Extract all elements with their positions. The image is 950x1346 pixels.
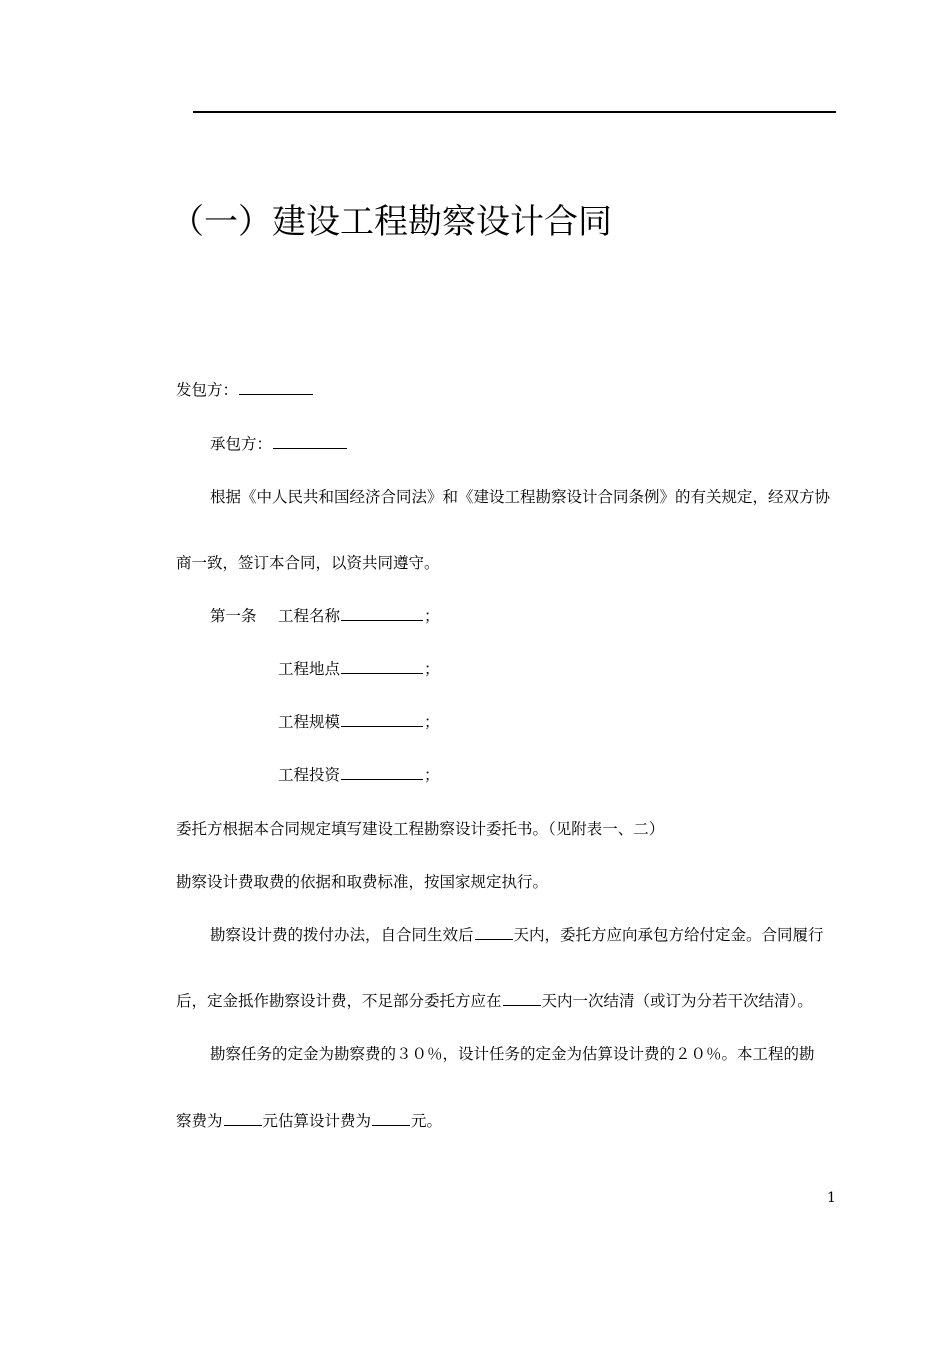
- page-number: 1: [827, 1190, 836, 1206]
- payment-clause-line-2: [176, 990, 813, 1012]
- project-location-blank[interactable]: [341, 659, 423, 674]
- payment-days-blank[interactable]: [475, 925, 513, 940]
- article1-item: [278, 658, 440, 680]
- item-suffix: ；: [424, 607, 440, 625]
- party-a-line: [176, 379, 314, 401]
- payment-text: 勘察设计费的拨付办法，自合同生效后: [210, 926, 474, 944]
- deposit-text: 元。: [411, 1112, 443, 1130]
- project-investment-label: 工程投资: [278, 766, 341, 784]
- party-a-blank[interactable]: [239, 380, 313, 395]
- project-investment-blank[interactable]: [341, 765, 423, 780]
- deposit-text: 察费为: [176, 1112, 223, 1130]
- survey-fee-blank[interactable]: [224, 1111, 262, 1126]
- payment-text: 后，定金抵作勘察设计费，不足部分委托方应在: [176, 992, 502, 1010]
- document-title: （一）建设工程勘察设计合同: [170, 202, 612, 242]
- article1-item: [278, 605, 440, 627]
- article1-item: [278, 764, 440, 786]
- project-location-label: 工程地点: [278, 660, 341, 678]
- project-scale-label: 工程规模: [278, 713, 341, 731]
- intro-line-1: 根据《中人民共和国经济合同法》和《建设工程勘察设计合同条例》的有关规定，经双方协: [210, 488, 831, 506]
- payment-text: 天内，委托方应向承包方给付定金。合同履行: [513, 926, 824, 944]
- party-b-line: [210, 433, 348, 455]
- entrust-clause: 委托方根据本合同规定填写建设工程勘察设计委托书。（见附表一、二）: [176, 820, 665, 838]
- item-suffix: ；: [424, 713, 440, 731]
- deposit-clause-line-2: [176, 1110, 442, 1132]
- payment-clause-line-1: [210, 924, 824, 946]
- fee-basis-clause: 勘察设计费取费的依据和取费标准，按国家规定执行。: [176, 873, 549, 891]
- party-b-label: 承包方：: [210, 435, 273, 453]
- header-rule: [193, 111, 836, 113]
- project-scale-blank[interactable]: [341, 712, 423, 727]
- party-a-label: 发包方：: [176, 381, 239, 399]
- article1-item: [278, 711, 440, 733]
- design-fee-blank[interactable]: [372, 1111, 410, 1126]
- article1-label: 第一条: [210, 607, 257, 625]
- intro-line-2: 商一致，签订本合同，以资共同遵守。: [176, 554, 440, 572]
- item-suffix: ；: [424, 766, 440, 784]
- deposit-clause-line-1: 勘察任务的定金为勘察费的３０％，设计任务的定金为估算设计费的２０％。本工程的勘: [210, 1045, 815, 1063]
- deposit-text: 元估算设计费为: [262, 1112, 372, 1130]
- party-b-blank[interactable]: [273, 434, 347, 449]
- item-suffix: ；: [424, 660, 440, 678]
- settlement-days-blank[interactable]: [503, 991, 541, 1006]
- project-name-blank[interactable]: [341, 606, 423, 621]
- project-name-label: 工程名称: [278, 607, 341, 625]
- payment-text: 天内一次结清（或订为分若干次结清）。: [541, 992, 813, 1010]
